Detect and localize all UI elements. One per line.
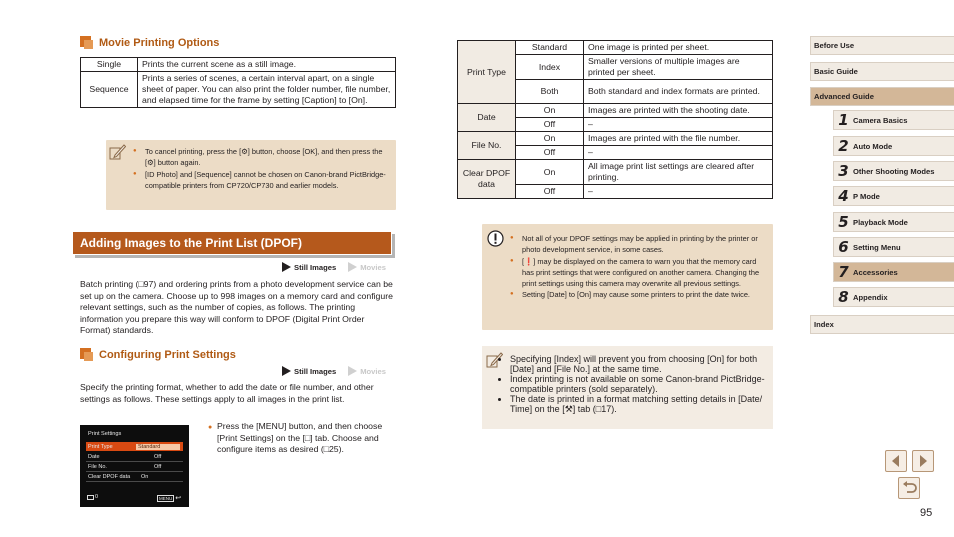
camera-row-print-type: Print Type Standard	[86, 442, 183, 451]
settings-option: On	[516, 132, 584, 146]
nav-chapter-6[interactable]	[833, 237, 954, 257]
list-item: ● [ID Photo] and [Sequence] cannot be chosen on Canon-brand PictBridge-compatible printers from CP720/CP730 and earlier models.	[133, 169, 390, 192]
settings-description: One image is printed per sheet.	[584, 41, 773, 55]
table-cell-text: Prints a series of scenes, a certain interval apart, on a single sheet of paper. You can also print the folder number, file number, and elapsed time for the frame by setting [Caption] to [On].	[138, 72, 396, 108]
chapter-label: Playback Mode	[853, 217, 908, 227]
settings-description: Images are printed with the file number.	[584, 132, 773, 146]
list-item: • The date is printed in a format matching setting details in [Date/ Time] on the [⚒] tab (□17).	[510, 394, 766, 415]
table-row	[81, 72, 396, 108]
nav-chapter-8[interactable]	[833, 287, 954, 307]
chapter-label: P Mode	[853, 191, 880, 201]
nav-chapter-1[interactable]	[833, 110, 954, 130]
chapter-number: 8	[838, 288, 849, 306]
chapter-number: 4	[838, 187, 849, 205]
nav-before-use[interactable]: Before Use	[810, 36, 954, 55]
still-images-icon	[282, 366, 291, 376]
config-intro: Specify the printing format, whether to add the date or file number, and other settings as follows. These settings apply to all images in the print list.	[80, 382, 374, 404]
list-item: ● Setting [Date] to [On] may cause some printers to print the date twice.	[510, 289, 766, 300]
section-square-icon	[80, 36, 93, 49]
pencil-note-icon	[109, 143, 126, 161]
note-2-list	[510, 354, 766, 415]
arrow-right-icon	[913, 451, 933, 471]
settings-description: All image print list settings are cleared after printing.	[584, 160, 773, 185]
movies-icon	[348, 262, 357, 272]
chapter-number: 1	[838, 111, 849, 129]
settings-description: Images are printed with the shooting date.	[584, 104, 773, 118]
table-row	[458, 104, 773, 118]
caution-icon	[487, 230, 504, 247]
print-icon	[87, 495, 94, 500]
chapter-number: 3	[838, 162, 849, 180]
chapter-label: Other Shooting Modes	[853, 166, 935, 176]
movies-label: Movies	[360, 366, 386, 376]
config-heading	[80, 348, 236, 361]
dpof-intro: Batch printing (□97) and ordering prints from a photo development service can be set up on the camera. Choose up to 998 images on a memory card and configure relevant settings, such as the number of copies, as follows. The printing information you prepare this way will conform to DPOF (Digital Print Order Format) standards.	[80, 279, 393, 335]
config-title: Configuring Print Settings	[99, 348, 236, 361]
dpof-mode-indicator	[282, 262, 386, 272]
chapter-number: 2	[838, 137, 849, 155]
settings-option: Off	[516, 146, 584, 160]
chapter-label: Setting Menu	[853, 242, 901, 252]
still-images-label: Still Images	[294, 366, 337, 376]
nav-chapter-4[interactable]	[833, 186, 954, 206]
table-row	[81, 58, 396, 72]
nav-advanced-guide[interactable]: Advanced Guide	[810, 87, 954, 106]
arrow-left-icon	[886, 451, 906, 471]
list-item: ● [❗] may be displayed on the camera to warn you that the memory card has print settings that were configured on another camera. Changing the print settings using this camera may overwrite all previous settings.	[510, 256, 766, 290]
list-item: ● To cancel printing, press the [⚙] button, choose [OK], and then press the [⚙] button again.	[133, 146, 390, 169]
settings-option: Off	[516, 185, 584, 199]
settings-group-label: Print Type	[458, 41, 516, 104]
dpof-banner: Adding Images to the Print List (DPOF)	[72, 231, 392, 255]
settings-description: –	[584, 185, 773, 199]
settings-option: Both	[516, 80, 584, 104]
camera-screen	[80, 425, 189, 507]
return-icon: ↩	[175, 495, 182, 502]
nav-chapter-2[interactable]	[833, 136, 954, 156]
next-page-button[interactable]	[912, 450, 934, 472]
settings-option: Index	[516, 55, 584, 80]
movie-printing-heading	[80, 36, 219, 49]
settings-description: –	[584, 146, 773, 160]
settings-option: On	[516, 160, 584, 185]
chapter-label: Appendix	[853, 292, 888, 302]
note-1-list	[133, 146, 390, 191]
chapter-number: 7	[838, 263, 849, 281]
settings-description: Both standard and index formats are printed.	[584, 80, 773, 104]
caution-list	[510, 233, 766, 301]
still-images-label: Still Images	[294, 262, 337, 272]
list-item: ● Not all of your DPOF settings may be applied in printing by the printer or photo development service, in some cases.	[510, 233, 766, 256]
nav-chapter-3[interactable]	[833, 161, 954, 181]
note-box-1	[106, 140, 396, 210]
config-step: ● Press the [MENU] button, and then choose [Print Settings] on the [□] tab. Choose and configure items as desired (□25).	[208, 421, 383, 454]
camera-footer-left: 0	[87, 494, 98, 500]
camera-row-file-no: File No. Off	[86, 463, 183, 472]
note-box-2	[482, 346, 773, 429]
nav-chapter-7[interactable]	[833, 262, 954, 282]
table-cell-label: Sequence	[81, 72, 138, 108]
settings-option: Standard	[516, 41, 584, 55]
table-row	[458, 132, 773, 146]
nav-chapter-5[interactable]	[833, 212, 954, 232]
table-cell-text: Prints the current scene as a still image.	[138, 58, 396, 72]
table-row	[458, 160, 773, 185]
settings-group-label: File No.	[458, 132, 516, 160]
list-item: • Specifying [Index] will prevent you from choosing [On] for both [Date] and [File No.] at the same time.	[510, 354, 766, 374]
movies-label: Movies	[360, 262, 386, 272]
movie-printing-table	[80, 57, 396, 108]
camera-screen-title: Print Settings	[88, 431, 122, 437]
table-cell-label: Single	[81, 58, 138, 72]
page-number: 95	[920, 507, 933, 519]
chapter-label: Accessories	[853, 267, 898, 277]
settings-option: On	[516, 104, 584, 118]
return-icon	[899, 478, 919, 498]
settings-group-label: Clear DPOF data	[458, 160, 516, 199]
camera-footer-right: MENU ↩	[159, 495, 182, 502]
chapter-number: 6	[838, 238, 849, 256]
chapter-label: Camera Basics	[853, 115, 908, 125]
nav-basic-guide[interactable]: Basic Guide	[810, 62, 954, 81]
settings-description: Smaller versions of multiple images are printed per sheet.	[584, 55, 773, 80]
print-settings-table	[457, 40, 773, 199]
settings-group-label: Date	[458, 104, 516, 132]
config-mode-indicator	[282, 366, 386, 376]
caution-box	[482, 224, 773, 330]
table-row	[458, 41, 773, 55]
camera-row-date: Date Off	[86, 453, 183, 462]
still-images-icon	[282, 262, 291, 272]
camera-row-clear-dpof: Clear DPOF data On	[86, 473, 183, 482]
settings-description: –	[584, 118, 773, 132]
prev-page-button[interactable]	[885, 450, 907, 472]
list-item: • Index printing is not available on some Canon-brand PictBridge-compatible printers (sold separately).	[510, 374, 766, 394]
section-square-icon	[80, 348, 93, 361]
chapter-number: 5	[838, 213, 849, 231]
movies-icon	[348, 366, 357, 376]
nav-index[interactable]: Index	[810, 315, 954, 334]
return-button[interactable]	[898, 477, 920, 499]
movie-printing-title: Movie Printing Options	[99, 36, 220, 49]
chapter-label: Auto Mode	[853, 141, 893, 151]
settings-option: Off	[516, 118, 584, 132]
